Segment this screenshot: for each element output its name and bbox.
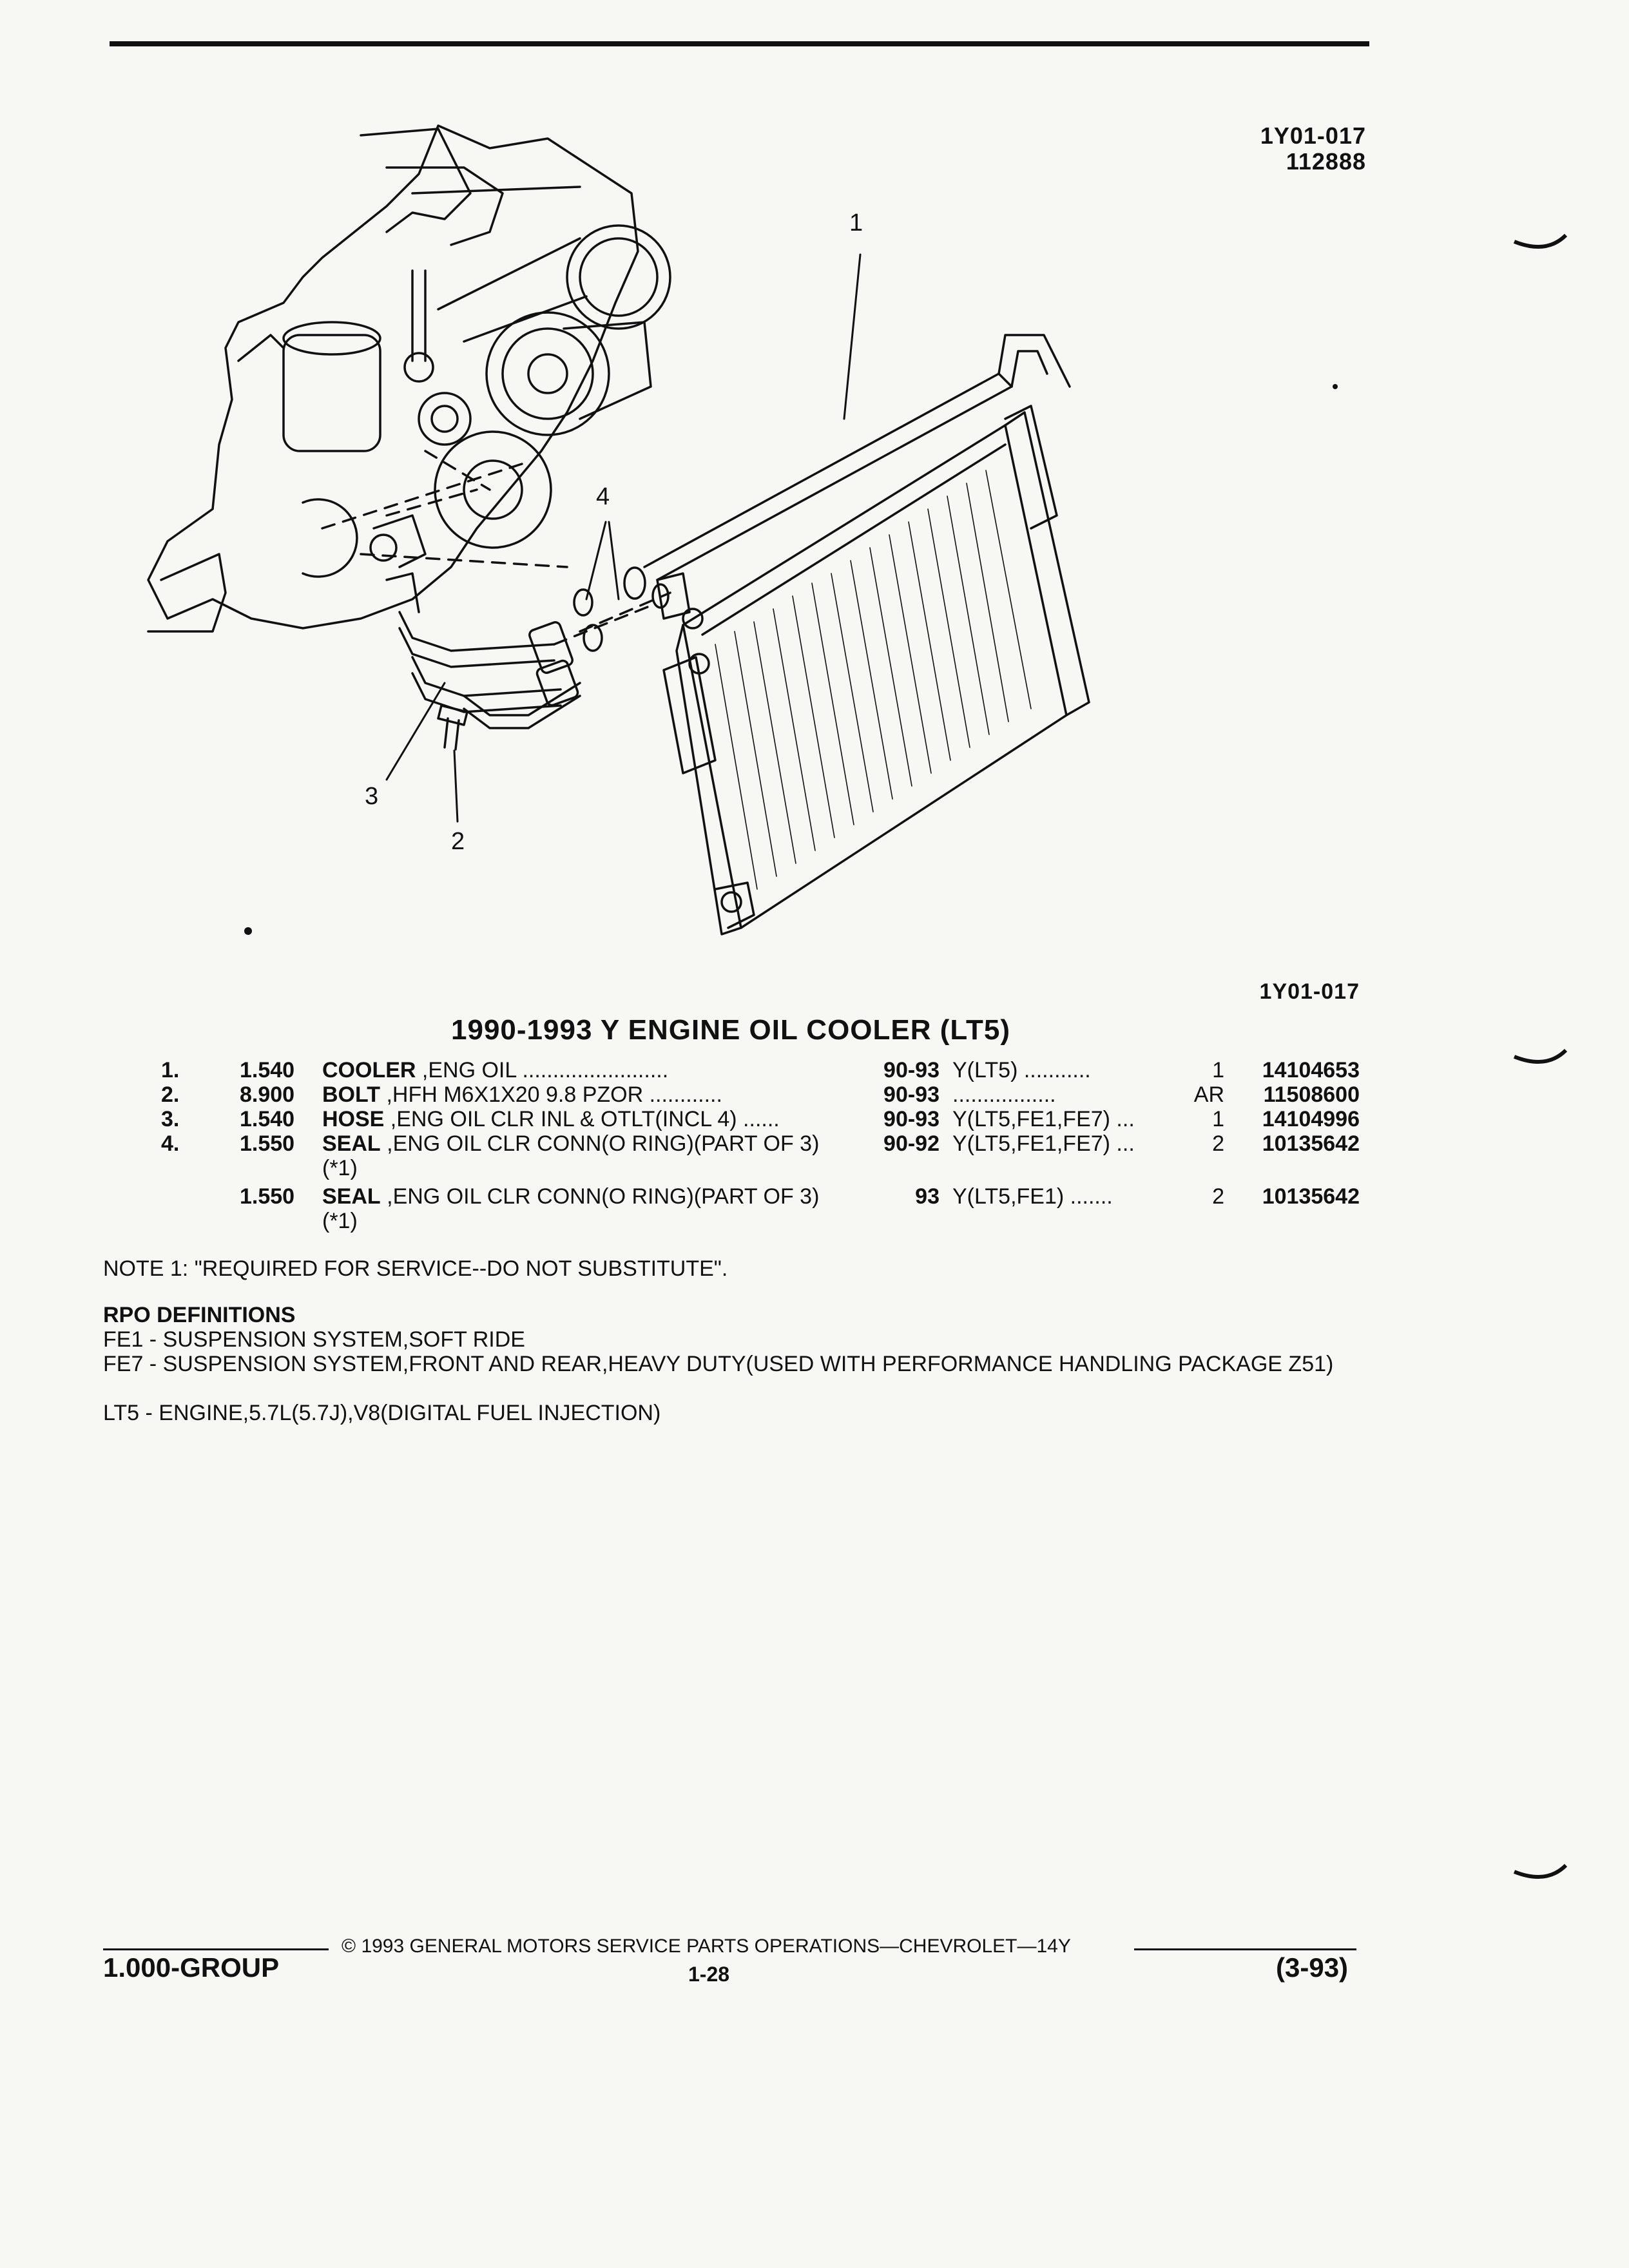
part-description [322,1058,668,1083]
parts-row-note [0,1209,1629,1235]
engine-oil-cooler-illustration [0,0,1629,1005]
model-years: 90-92 [883,1131,940,1156]
quantity: 1 [1212,1058,1224,1082]
item-number: 4. [161,1131,180,1156]
engine-outline [148,126,670,631]
model-years: 90-93 [883,1082,940,1107]
ref-number: 112888 [1286,148,1366,175]
callout-3: 3 [365,783,379,810]
model-years: 93 [915,1184,940,1209]
group-number: 1.540 [240,1107,295,1131]
part-number: 10135642 [1262,1131,1360,1156]
group-number: 1.550 [240,1131,295,1156]
rpo-definition: FE1 - SUSPENSION SYSTEM,SOFT RIDE [103,1327,525,1352]
part-description [322,1184,819,1209]
oil-cooler-hoses [400,335,1070,728]
part-name: BOLT [322,1082,381,1107]
part-desc-text: ,HFH M6X1X20 9.8 PZOR ............ [380,1082,722,1107]
rpo-definition: LT5 - ENGINE,5.7L(5.7J),V8(DIGITAL FUEL INJECTION) [103,1401,661,1425]
figure-code: 1Y01-017 [1259,979,1360,1004]
parts-row [0,1184,1629,1210]
model-years: 90-93 [883,1107,940,1131]
section-title: 1990-1993 Y ENGINE OIL COOLER (LT5) [451,1014,1011,1046]
rpo-definition: FE7 - SUSPENSION SYSTEM,FRONT AND REAR,HEAVY DUTY(USED WITH PERFORMANCE HANDLING PACKAGE Z51) [103,1352,1334,1376]
group-number: 1.550 [240,1184,295,1209]
model-years: 90-93 [883,1058,940,1082]
footer-date: (3-93) [1276,1952,1349,1983]
callout-2: 2 [451,828,465,855]
parts-row [0,1107,1629,1133]
edge-marks [1508,0,1629,2062]
o-ring-seals [574,568,668,651]
group-number: 8.900 [240,1082,295,1107]
parts-row [0,1082,1629,1108]
part-name: HOSE [322,1107,385,1131]
part-name: SEAL [322,1184,381,1209]
part-desc-text: ,ENG OIL CLR INL & OTLT(INCL 4) ...... [384,1107,780,1131]
usage: Y(LT5) ........... [952,1058,1091,1082]
footer-copyright: © 1993 GENERAL MOTORS SERVICE PARTS OPERATIONS—CHEVROLET—14Y [342,1936,1071,1957]
part-description [322,1107,780,1132]
parts-row-note [0,1156,1629,1182]
service-note: NOTE 1: "REQUIRED FOR SERVICE--DO NOT SUBSTITUTE". [103,1256,728,1281]
part-number: 14104996 [1262,1107,1360,1131]
part-number: 14104653 [1262,1058,1360,1082]
parts-row [0,1058,1629,1084]
usage: Y(LT5,FE1) ....... [952,1184,1113,1209]
part-number: 11508600 [1263,1082,1360,1107]
part-name: SEAL [322,1131,381,1156]
item-number: 3. [161,1107,180,1131]
callout-4: 4 [596,483,610,510]
footer-rule-right [1134,1948,1356,1950]
part-desc-text: ,ENG OIL CLR CONN(O RING)(PART OF 3) [380,1131,820,1156]
quantity: 1 [1212,1107,1224,1131]
parts-row [0,1131,1629,1157]
part-name: COOLER [322,1058,416,1082]
part-desc-text: ,ENG OIL CLR CONN(O RING)(PART OF 3) [380,1184,820,1209]
part-note: (*1) [322,1156,358,1180]
footer-group: 1.000-GROUP [103,1952,280,1983]
usage: ................. [952,1082,1056,1107]
part-description [322,1131,819,1157]
part-note: (*1) [322,1209,358,1233]
quantity: AR [1193,1082,1224,1107]
callout-1: 1 [849,209,863,236]
footer-rule-left [103,1948,329,1950]
group-number: 1.540 [240,1058,295,1082]
scan-specks [244,384,1338,1005]
item-number: 1. [161,1058,180,1082]
oil-cooler-core [657,406,1089,934]
usage: Y(LT5,FE1,FE7) ... [952,1107,1135,1131]
part-number: 10135642 [1262,1184,1360,1209]
ref-code: 1Y01-017 [1260,122,1366,149]
usage: Y(LT5,FE1,FE7) ... [952,1131,1135,1156]
quantity: 2 [1212,1184,1224,1209]
quantity: 2 [1212,1131,1224,1156]
footer-page-number: 1-28 [688,1963,730,1986]
part-desc-text: ,ENG OIL ........................ [416,1058,669,1082]
part-description [322,1082,722,1108]
item-number: 2. [161,1082,180,1107]
rpo-heading: RPO DEFINITIONS [103,1303,296,1327]
